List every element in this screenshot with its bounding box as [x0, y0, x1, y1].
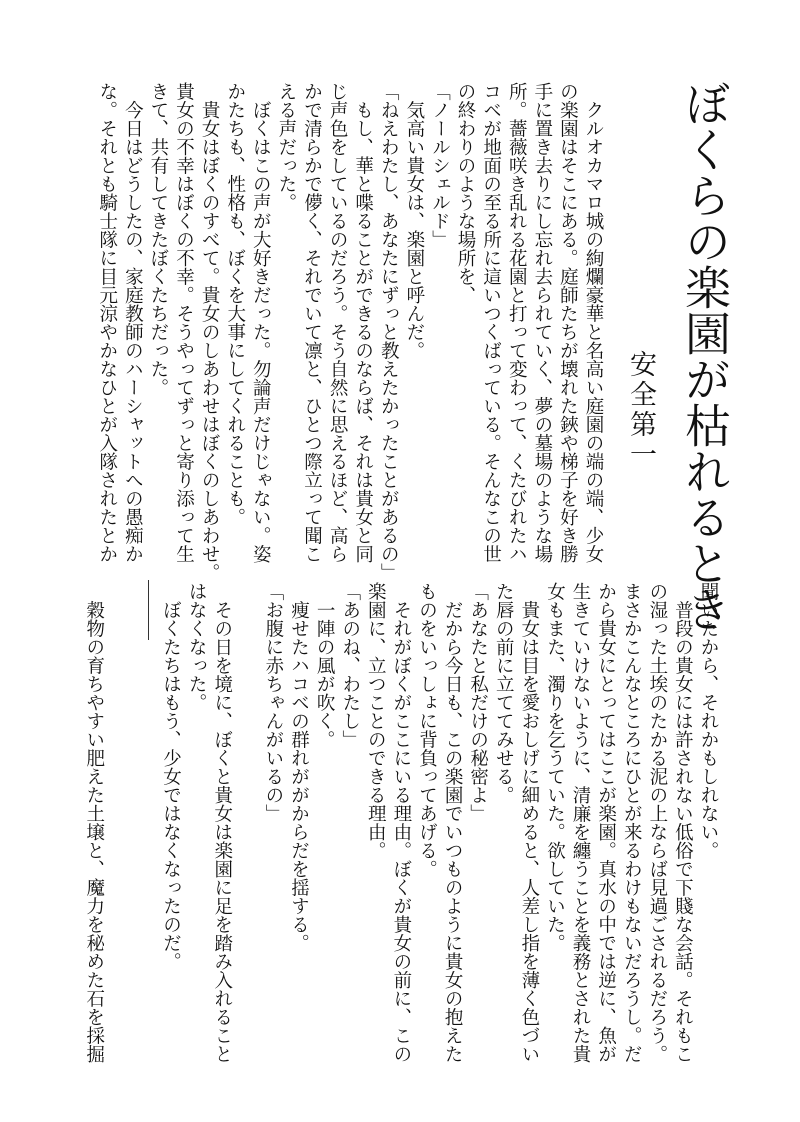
- text-line: はなくなった。: [186, 582, 208, 712]
- text-line: ものをいっしょに背負ってあげる。: [416, 582, 438, 878]
- text-line: の湿った土埃のたかる泥の上ならば見過ごされるだろう。: [646, 582, 668, 1063]
- body-text-lower: [83, 582, 721, 1063]
- text-line: きて、共有してきたぼくたちだった。: [147, 82, 169, 397]
- text-line: の終わりのような場所を、: [455, 82, 477, 304]
- text-line: 「お腹に赤ちゃんがいるの」: [262, 582, 284, 823]
- text-line: 貴女の不幸はぼくの不幸。そうやってずっと寄り添って生: [173, 82, 195, 563]
- text-line: た唇の前に立ててみせる。: [493, 582, 515, 804]
- text-line: な。それとも騎士隊に目元涼やかなひとが入隊されたとか: [96, 82, 118, 563]
- text-line: 聞いたから、それかもしれない。: [698, 582, 719, 860]
- text-line: 気高い貴女は、楽園と呼んだ。: [403, 82, 425, 360]
- author-name: 安全第一: [625, 350, 656, 470]
- text-line: それがぼくがここにいる理由。ぼくが貴女の前に、この: [390, 582, 412, 1063]
- text-line: 女もまた、濁りを乞うていた。欲していた。: [544, 582, 566, 952]
- blank-line: [235, 582, 261, 1037]
- text-line: じ声色をしているのだろう。そう自然に思えるほど、高ら: [327, 82, 349, 563]
- blank-line: [107, 582, 133, 1037]
- text-line: もし、華と喋ることができるのならば、それは貴女と同: [352, 82, 374, 563]
- text-line: だから今日も、この楽園でいつものように貴女の抱えた: [442, 582, 464, 1063]
- blank-line: [132, 582, 158, 1037]
- text-line: 所。薔薇咲き乱れる花園と打って変わって、くたびれたハ: [506, 82, 528, 563]
- text-line: 楽園に、立つことのできる理由。: [365, 582, 387, 860]
- text-line: 一陣の風が吹く。: [314, 582, 336, 749]
- story-title: ぼくらの楽園が枯れるとき: [678, 80, 732, 632]
- text-line: 「あのね、わたし」: [339, 582, 361, 749]
- text-line: クルオカマロ城の絢爛豪華と名高い庭園の端の端、少女: [583, 82, 604, 563]
- text-line: ぼくはこの声が大好きだった。勿論声だけじゃない。姿: [250, 82, 272, 563]
- text-line: 「ねえわたし、あなたにずっと教えたかったことがあるの」: [378, 82, 400, 582]
- text-line: 生きていけないように、清廉を纏うことを義務とされた貴: [570, 582, 592, 1063]
- text-line: まさかこんなところにひとが来るわけもないだろうし。だ: [621, 582, 643, 1063]
- text-line: 手に置き去りにし忘れ去られていく、夢の墓場のような場: [531, 82, 553, 563]
- text-line: 穀物の育ちやすい肥えた土壌と、魔力を秘めた石を採掘: [83, 582, 105, 1063]
- text-line: ぼくたちはもう、少女ではなくなったのだ。: [160, 582, 182, 971]
- text-line: 痩せたハコベの群れががからだを揺する。: [288, 582, 310, 952]
- text-line: かで清らかで儚く、それでいて凛と、ひとつ際立って聞こ: [301, 82, 323, 563]
- text-line: 普段の貴女には許されない低俗で下賤な会話。それもこ: [672, 582, 694, 1063]
- text-line: コベが地面の至る所に這いつくばっている。そんなこの世: [480, 82, 502, 563]
- body-text-upper: [86, 82, 606, 582]
- text-line: その日を境に、ぼくと貴女は楽園に足を踏み入れること: [211, 582, 233, 1063]
- text-line: える声だった。: [275, 82, 297, 212]
- text-line: 今日はどうしたの、家庭教師のハーシャットへの愚痴か: [122, 82, 144, 563]
- text-line: から貴女にとってはここが楽園。真水の中では逆に、魚が: [595, 582, 617, 1063]
- text-line: 「ノールシェルド」: [429, 82, 451, 249]
- text-line: 「あなたと私だけの秘密よ」: [467, 582, 489, 823]
- text-line: 貴女は目を愛おしげに細めると、人差し指を薄く色づい: [518, 582, 540, 1063]
- text-line: 貴女はぼくのすべて。貴女のしあわせはぼくのしあわせ。: [199, 82, 221, 582]
- text-line: かたちも、性格も、ぼくを大事にしてくれることも。: [224, 82, 246, 526]
- text-line: の楽園はそこにある。庭師たちが壊れた鋏や梯子を好き勝: [557, 82, 579, 563]
